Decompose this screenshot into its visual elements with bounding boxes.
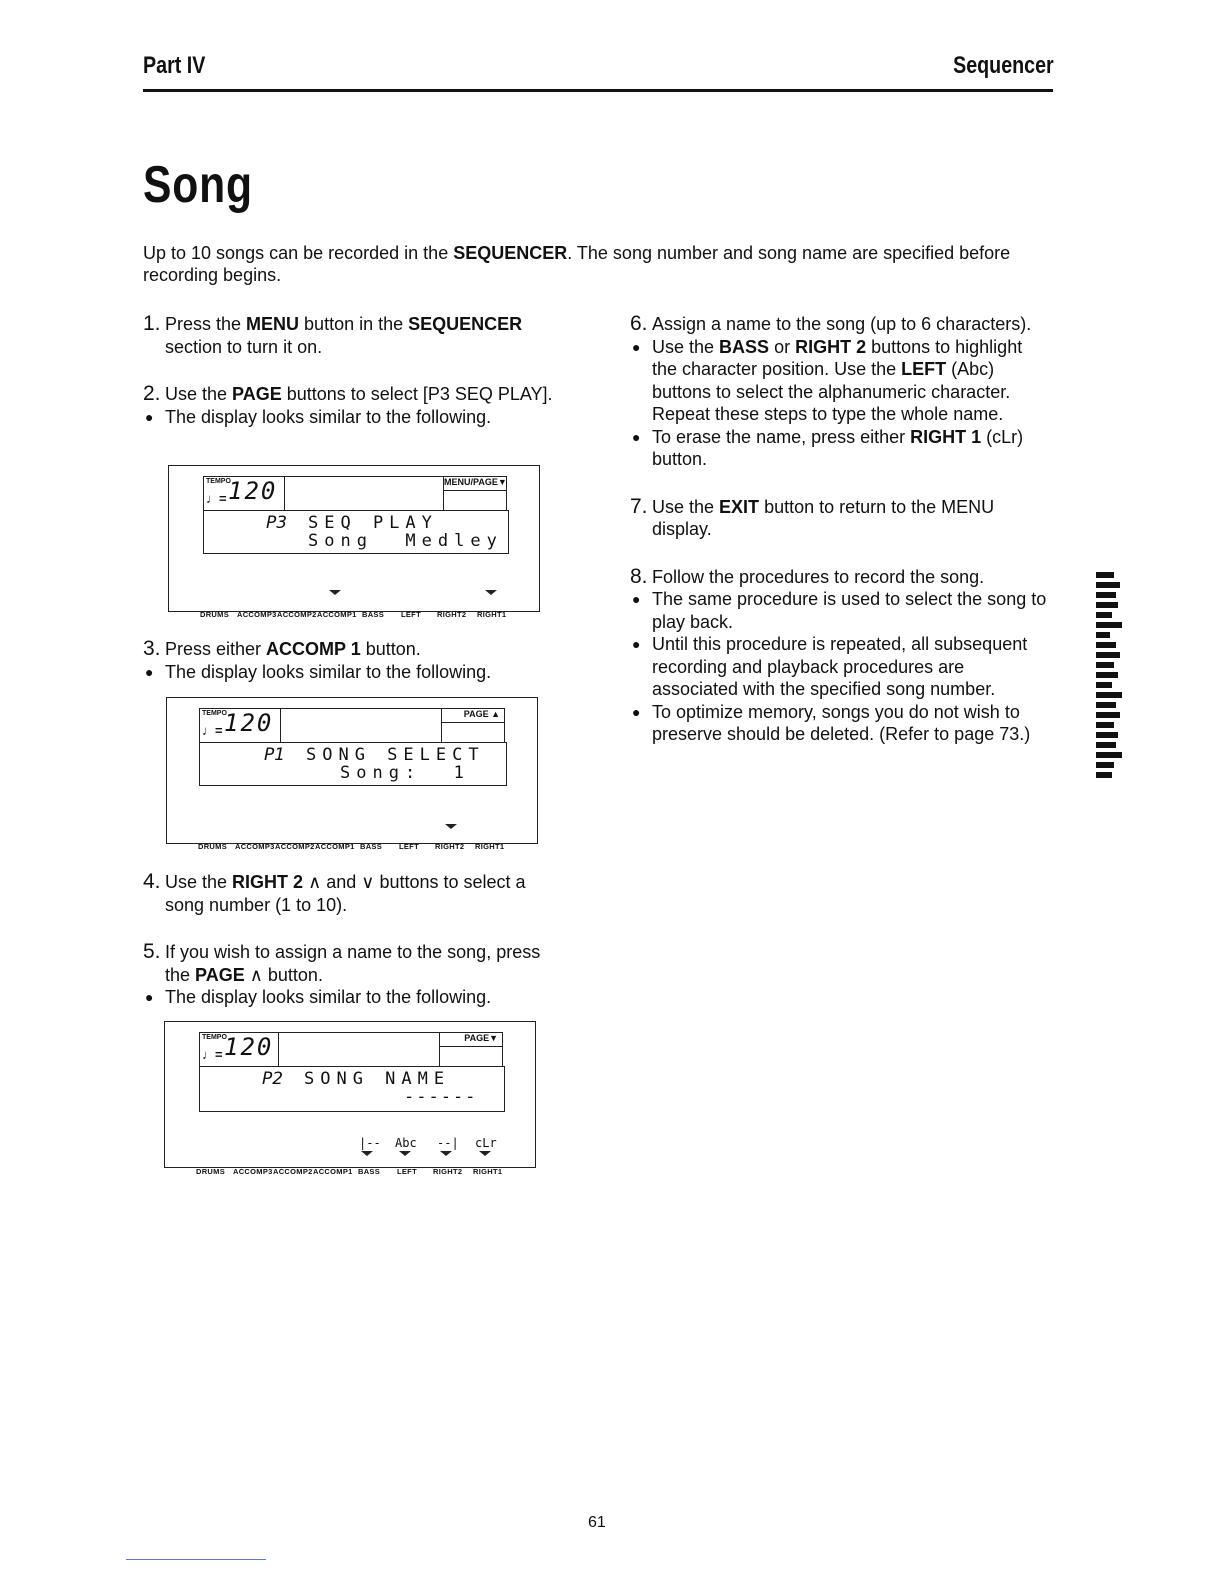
step-3: 3. Press either ACCOMP 1 button.: [143, 637, 421, 660]
down-arrow-icon: [485, 590, 497, 595]
step-2: 2. Use the PAGE buttons to select [P3 SEQ PLAY].: [143, 382, 553, 405]
step-7: 7. Use the EXIT button to return to the MENU display.: [630, 494, 995, 539]
down-arrow-icon: [445, 824, 457, 829]
step-5: 5. If you wish to assign a name to the song, press the PAGE ∧ button.: [143, 940, 541, 985]
step-6-bullet-1: ● Use the BASS or RIGHT 2 buttons to highlight the character position. Use the LEFT (Abc) buttons to select the alphanumeric character. Repeat these steps to type the whole name.: [632, 336, 1023, 424]
step-8: 8. Follow the procedures to record the song.: [630, 564, 985, 588]
lcd-display-song-name: [164, 1021, 536, 1168]
right-column: [630, 313, 1051, 746]
softkey-label-abc: Abc: [395, 1136, 417, 1150]
header-rule: [143, 89, 1053, 92]
softkey-label-clear: cLr: [475, 1136, 497, 1150]
page-indicator: PAGE ▲: [441, 708, 505, 742]
left-column-step3: [143, 638, 563, 683]
step-8-bullet-1: ● The same procedure is used to select the song to play back.: [632, 589, 1047, 632]
edge-index-marks: [1096, 572, 1126, 782]
page-indicator: MENU/PAGE▼: [443, 476, 507, 510]
step-3-bullet: ● The display looks similar to the following.: [145, 661, 492, 682]
step-2-bullet: ● The display looks similar to the following.: [145, 406, 492, 427]
header-section: Sequencer: [953, 52, 1054, 79]
step-5-bullet: ● The display looks similar to the following.: [145, 987, 492, 1007]
step-4: 4. Use the RIGHT 2 ∧ and ∨ buttons to select a song number (1 to 10).: [143, 870, 526, 915]
tempo-box: TEMPO ♩= 120: [203, 476, 285, 511]
step-8-bullet-3: ● To optimize memory, songs you do not wish to preserve should be deleted. (Refer to page 73.): [632, 701, 1031, 744]
tempo-box: TEMPO ♩= 120: [199, 708, 281, 743]
softkey-label-cursor-right: --|: [437, 1136, 459, 1150]
tempo-box: TEMPO ♩= 120: [199, 1032, 279, 1067]
step-6: 6. Assign a name to the song (up to 6 characters).: [630, 312, 1032, 335]
down-arrow-icon: [440, 1151, 452, 1156]
softkey-label-cursor-left: |--: [359, 1136, 381, 1150]
lcd-display-song-select: [166, 697, 538, 844]
down-arrow-icon: [361, 1151, 373, 1156]
lcd-text-area: P1 SONG SELECT Song: 1: [199, 742, 507, 786]
step-8-bullet-2: ● Until this procedure is repeated, all subsequent recording and playback procedures are associated with the specified song number.: [632, 634, 1028, 699]
header-part: Part IV: [143, 52, 206, 79]
lcd-display-seq-play: [168, 465, 540, 612]
lcd-text-area: P3 SEQ PLAY Song Medley: [203, 510, 509, 554]
down-arrow-icon: [399, 1151, 411, 1156]
page-number: 61: [588, 1514, 606, 1531]
left-column: [143, 313, 563, 428]
step-6-bullet-2: ● To erase the name, press either RIGHT 1 (cLr) button.: [632, 426, 1024, 469]
lcd-text-area: P2 SONG NAME ------: [199, 1066, 505, 1112]
page-title: Song: [143, 156, 253, 214]
intro-paragraph: Up to 10 songs can be recorded in the SEQUENCER. The song number and song name are specified before recording begins.: [143, 243, 1011, 285]
down-arrow-icon: [329, 590, 341, 595]
page-indicator: PAGE▼: [439, 1032, 503, 1066]
step-1: 1. Press the MENU button in the SEQUENCER section to turn it on.: [143, 312, 523, 357]
footer-line: [126, 1559, 266, 1560]
down-arrow-icon: [479, 1151, 491, 1156]
left-column-steps-4-5: [143, 871, 563, 1009]
